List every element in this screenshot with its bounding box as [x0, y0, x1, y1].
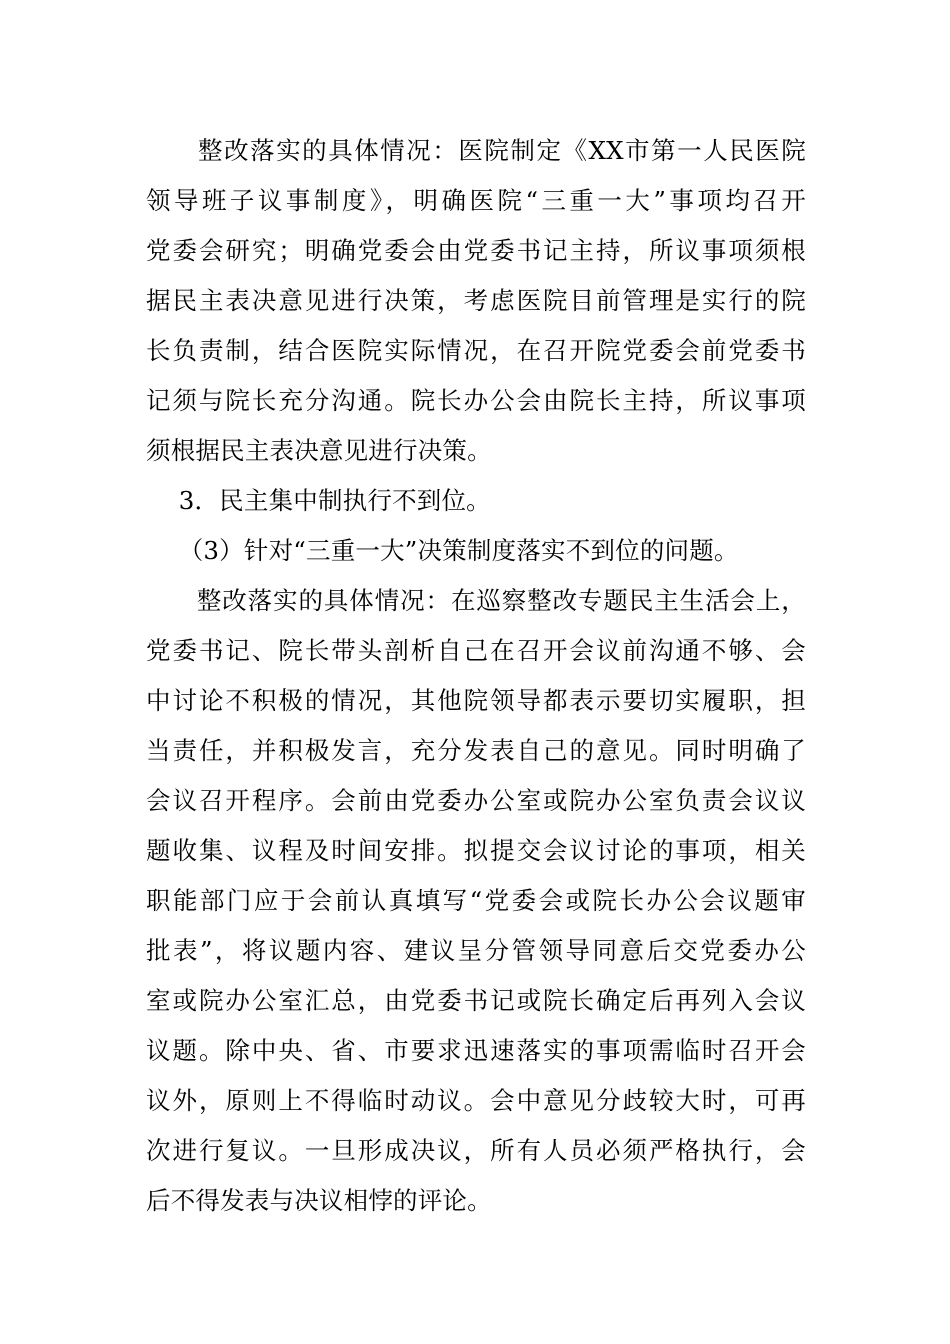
text-line: 室或院办公室汇总，由党委书记或院长确定后再列入会议	[146, 986, 806, 1015]
text-line: 记须与院长充分沟通。院长办公会由院长主持，所议事项	[146, 386, 806, 415]
text-line: 议外，原则上不得临时动议。会中意见分歧较大时，可再	[146, 1086, 806, 1115]
text-line: 领导班子议事制度》，明确医院“三重一大”事项均召开	[146, 186, 806, 215]
text-line: 须根据民主表决意见进行决策。	[146, 436, 492, 465]
section-heading: 3．民主集中制执行不到位。	[146, 486, 491, 515]
text-line: 议题。除中央、省、市要求迅速落实的事项需临时召开会	[146, 1036, 806, 1065]
text-line: 题收集、议程及时间安排。拟提交会议讨论的事项，相关	[146, 836, 806, 865]
subsection-heading: （3）针对“三重一大”决策制度落实不到位的问题。	[146, 536, 739, 565]
text-line: 职能部门应于会前认真填写“党委会或院长办公会议题审	[146, 886, 806, 915]
text-line: 会议召开程序。会前由党委办公室或院办公室负责会议议	[146, 786, 806, 815]
text-line: 整改落实的具体情况：医院制定《XX市第一人民医院	[146, 136, 806, 165]
text-line: 后不得发表与决议相悖的评论。	[146, 1186, 492, 1215]
text-line: 批表”，将议题内容、建议呈分管领导同意后交党委办公	[146, 936, 806, 965]
text-line: 次进行复议。一旦形成决议，所有人员必须严格执行，会	[146, 1136, 806, 1165]
text-line: 中讨论不积极的情况，其他院领导都表示要切实履职，担	[146, 686, 806, 715]
text-line: 整改落实的具体情况：在巡察整改专题民主生活会上，	[146, 586, 806, 615]
text-line: 据民主表决意见进行决策，考虑医院目前管理是实行的院	[146, 286, 806, 315]
text-line: 党委会研究；明确党委会由党委书记主持，所议事项须根	[146, 236, 806, 265]
text-line: 当责任，并积极发言，充分发表自己的意见。同时明确了	[146, 736, 806, 765]
text-line: 党委书记、院长带头剖析自己在召开会议前沟通不够、会	[146, 636, 806, 665]
text-line: 长负责制，结合医院实际情况，在召开院党委会前党委书	[146, 336, 806, 365]
